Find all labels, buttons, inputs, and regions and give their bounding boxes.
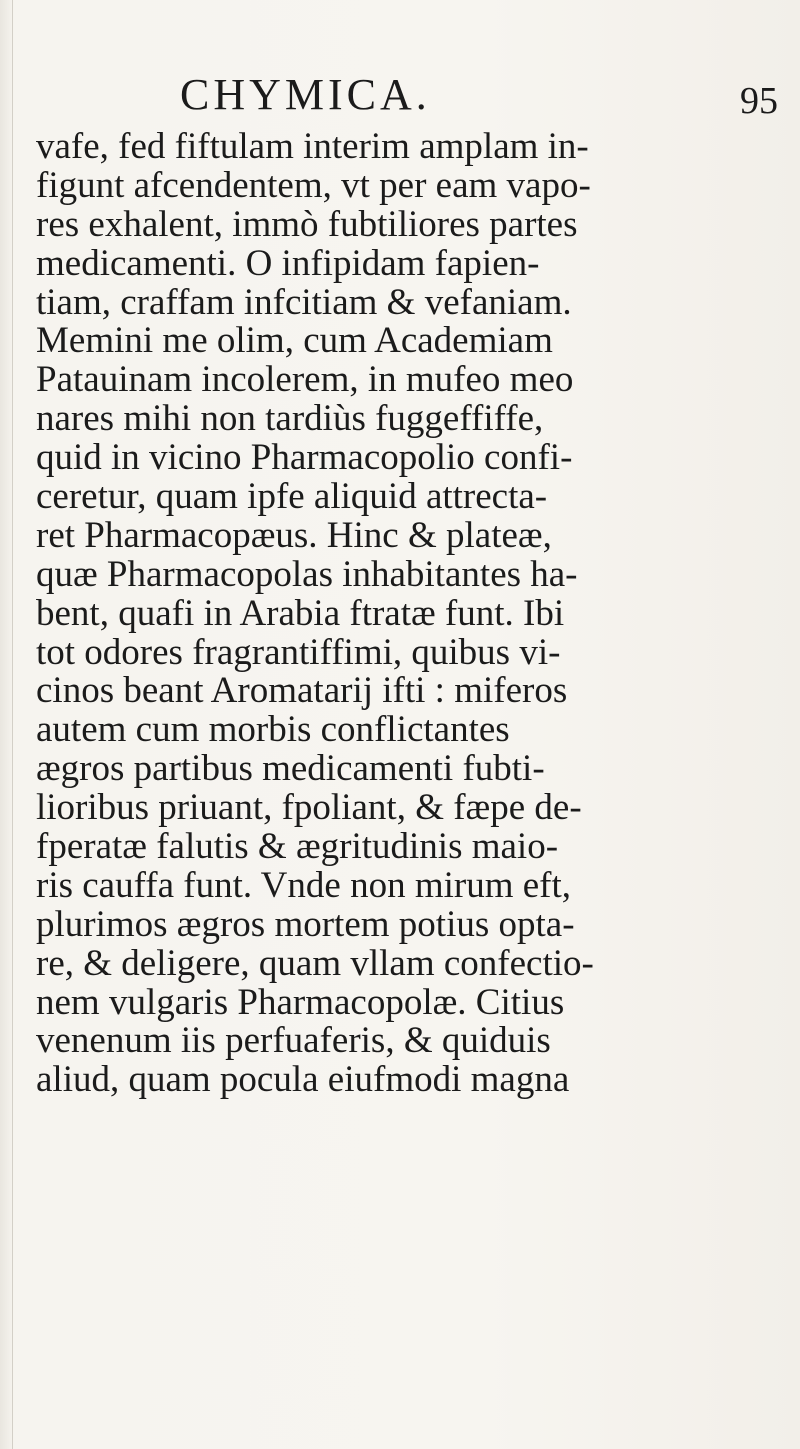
text-line: figunt afcendentem, vt per eam vapo- bbox=[36, 166, 591, 206]
text-line: plurimos ægros mortem potius opta- bbox=[36, 905, 575, 945]
text-line: nares mihi non tardiùs fuggeffiffe, bbox=[36, 400, 544, 440]
text-line: Memini me olim, cum Academiam bbox=[36, 322, 553, 362]
body-text bbox=[36, 128, 796, 1100]
text-line: Patauinam incolerem, in mufeo meo bbox=[36, 361, 574, 401]
text-line: ægros partibus medicamenti fubti- bbox=[36, 750, 545, 790]
text-line: nem vulgaris Pharmacopolæ. Citius bbox=[36, 983, 565, 1023]
text-line: bent, quafi in Arabia ftratæ funt. Ibi bbox=[36, 594, 565, 634]
text-line: cinos beant Aromatarij ifti : miferos bbox=[36, 672, 568, 712]
text-line: re, & deligere, quam vllam confectio- bbox=[36, 944, 594, 984]
text-line: fperatæ falutis & ægritudinis maio- bbox=[36, 828, 559, 867]
running-head: CHYMICA. bbox=[180, 70, 431, 119]
text-line: medicamenti. O infipidam fapien- bbox=[36, 244, 540, 284]
text-line: ceretur, quam ipfe aliquid attrecta- bbox=[36, 478, 548, 517]
text-line: vafe, fed fiftulam interim amplam in- bbox=[36, 128, 589, 167]
text-line: autem cum morbis conflictantes bbox=[36, 711, 510, 751]
text-line: lioribus priuant, fpoliant, & fæpe de- bbox=[36, 789, 582, 829]
page-header bbox=[0, 70, 800, 120]
text-line: quid in vicino Pharmacopolio confi- bbox=[36, 439, 573, 479]
text-line: ret Pharmacopæus. Hinc & plateæ, bbox=[36, 516, 552, 556]
text-line: aliud, quam pocula eiufmodi magna bbox=[36, 1061, 570, 1101]
page-number: 95 bbox=[740, 80, 778, 122]
text-line: venenum iis perfuaferis, & quiduis bbox=[36, 1022, 551, 1062]
text-line: ris cauffa funt. Vnde non mirum eft, bbox=[36, 866, 572, 906]
text-line: tot odores fragrantiffimi, quibus vi- bbox=[36, 633, 561, 673]
page-gutter-edge bbox=[12, 0, 13, 1449]
text-line: tiam, craffam infcitiam & vefaniam. bbox=[36, 283, 572, 323]
text-line: quæ Pharmacopolas inhabitantes ha- bbox=[36, 555, 578, 595]
text-line: res exhalent, immò fubtiliores partes bbox=[36, 205, 578, 245]
